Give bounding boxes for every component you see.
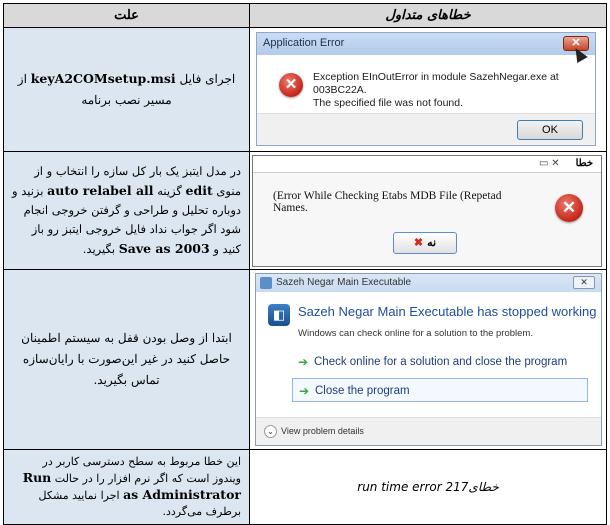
cause-text: اجرای فایل: [179, 72, 236, 86]
window-controls[interactable]: ▭ ✕: [539, 158, 560, 169]
cross-icon: ✖: [413, 237, 424, 249]
cause-text: در مدل ایتبز یک بار کل سازه را انتخاب و از منوی: [34, 164, 241, 198]
error-message: (Error While Checking Etabs MDB File (Repetad Names.: [273, 190, 502, 214]
cause-text: این خطا مربوط به سطح دسترسی کاربر در ویندوز است که اگر نرم افزار را در حالت: [42, 455, 241, 485]
dialog-title: Sazeh Negar Main Executable: [276, 277, 412, 288]
application-error-dialog: [256, 32, 596, 146]
etabs-error-dialog: [252, 155, 602, 267]
table-row: [4, 28, 607, 152]
button-label: نه: [427, 237, 437, 249]
dialog-title: خطا: [575, 158, 593, 169]
error-message: [313, 71, 595, 110]
dialog-footer: [256, 417, 601, 445]
table-row: [4, 152, 607, 270]
error-icon: ✕: [555, 194, 583, 222]
app-small-icon: [260, 277, 272, 289]
cause-cell: [4, 28, 250, 152]
table-row: [4, 450, 607, 525]
app-icon: ◧: [268, 304, 290, 326]
cause-cell: [4, 450, 250, 525]
runtime-error-cell: خطای217 run time error: [250, 450, 607, 525]
option-label: Check online for a solution and close the program: [314, 356, 568, 368]
close-icon[interactable]: ✕: [563, 36, 589, 51]
green-arrow-icon: ➔: [299, 384, 310, 398]
green-arrow-icon: ➔: [298, 355, 309, 369]
ok-button[interactable]: OK: [517, 120, 583, 140]
details-label: View problem details: [281, 426, 364, 436]
message-line: Exception EInOutError in module SazehNegar.exe at 003BC22A.: [313, 71, 559, 96]
check-online-option[interactable]: [292, 350, 588, 374]
error-screenshot-cell: [250, 152, 607, 270]
dialog-subtext: Windows can check online for a solution to the problem.: [298, 328, 533, 339]
file-name: keyA2COMsetup.msi: [30, 71, 176, 86]
close-program-option[interactable]: [292, 378, 588, 402]
cause-text: بگیرید.: [82, 242, 116, 256]
dialog-footer: [257, 113, 595, 145]
error-table-document: [3, 3, 606, 518]
header-common-errors: خطاهای متداول: [250, 4, 607, 28]
error-table: [3, 3, 607, 525]
table-row: [4, 270, 607, 450]
chevron-down-icon: ⌄: [264, 425, 277, 438]
stopped-working-dialog: [255, 273, 602, 446]
close-icon[interactable]: ✕: [573, 276, 595, 289]
title-bar: [257, 33, 595, 55]
error-icon: ✕: [279, 73, 303, 97]
error-screenshot-cell: [250, 28, 607, 152]
run-mode: Run as Administrator: [22, 470, 241, 502]
view-details-toggle[interactable]: [264, 425, 364, 438]
cause-text: گزینه: [157, 184, 182, 198]
title-bar: [253, 156, 601, 173]
dialog-heading: Sazeh Negar Main Executable has stopped working: [298, 304, 597, 319]
cause-text: اجرا نمایید مشکل برطرف می‌گردد.: [38, 489, 241, 518]
cause-cell: [4, 152, 250, 270]
cause-text: از مسیر نصب برنامه: [17, 72, 172, 107]
option-label: Close the program: [315, 385, 410, 397]
cause-cell: ابتدا از وصل بودن قفل به سیستم اطمینان حاصل کنید در غیر این‌صورت با رایان‌سازه تماس بگیرید.: [4, 270, 250, 450]
no-button[interactable]: [393, 232, 457, 254]
cause-text: بزنید و دوباره تحلیل و طراحی و گرفتن خروجی انجام شود اگر جواب نداد فایل خروجی ایتبز رو باز کنید و: [12, 184, 241, 256]
error-screenshot-cell: [250, 270, 607, 450]
message-line: The specified file was not found.: [313, 97, 464, 109]
dialog-title: Application Error: [263, 37, 345, 49]
save-format: Save as 2003: [118, 241, 210, 256]
header-cause: علت: [4, 4, 250, 28]
option-name: auto relabel all: [47, 183, 154, 198]
title-bar: [256, 274, 601, 292]
menu-name: edit: [185, 183, 213, 198]
